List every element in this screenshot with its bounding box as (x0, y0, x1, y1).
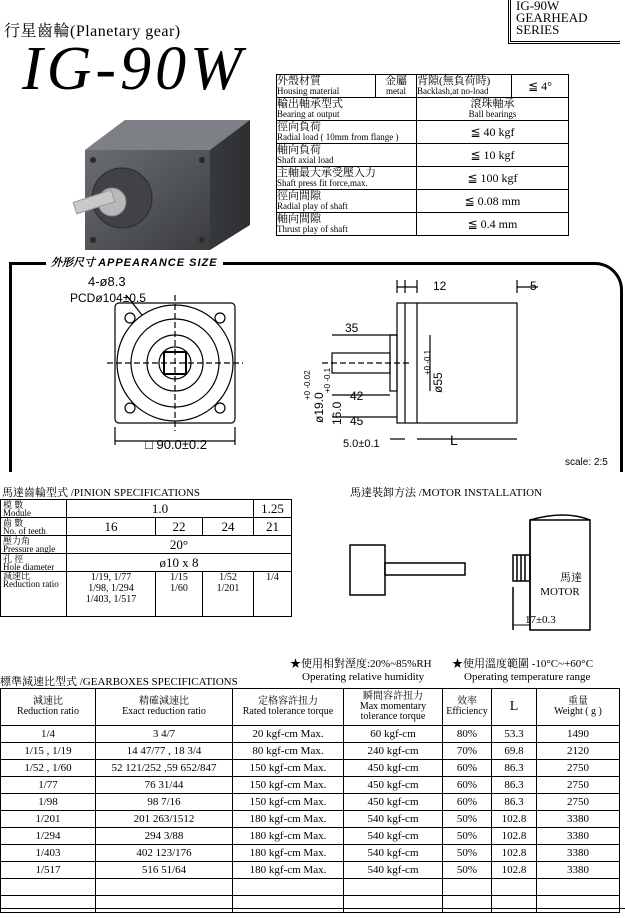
pinion-label-en: No. of teeth (3, 525, 46, 536)
table-cell: 3380 (537, 845, 620, 862)
table-cell: 2120 (537, 743, 620, 760)
spec-value-en: metal (386, 86, 406, 96)
dim-5-tol: 5.0±0.1 (343, 438, 380, 450)
spec-value-cn: 滾珠軸承 (470, 98, 515, 110)
model-number: IG-90W (22, 35, 246, 103)
appearance-label-cn: 外形尺寸 (51, 257, 95, 269)
temperature-note (452, 658, 593, 684)
pinion-label-cn: 孔 徑 (3, 553, 24, 564)
table-cell: 98 7/16 (96, 794, 233, 811)
pinion-value: 24 (203, 518, 254, 536)
spec-label-cn: 輸出軸承型式 (277, 98, 343, 110)
table-cell: 86.3 (492, 760, 537, 777)
table-cell: 60% (443, 777, 492, 794)
table-cell (344, 896, 443, 913)
table-cell: 102.8 (492, 811, 537, 828)
header-cn: 精確減速比 (139, 696, 189, 707)
scale-label: scale: 2:5 (565, 457, 608, 468)
table-cell: 1/15 , 1/19 (1, 743, 96, 760)
pinion-label-cn: 壓力角 (3, 535, 31, 546)
dim-55-tol: +0 -0.1 (423, 349, 432, 375)
series-line-1: IG-90W (516, 0, 560, 13)
pinion-value: 1/19, 1/77 1/98, 1/294 1/403, 1/517 (67, 572, 156, 617)
spec-label-cn: 軸向間隙 (277, 213, 321, 225)
table-cell: 3380 (537, 811, 620, 828)
col-rated (233, 689, 344, 726)
table-row (1, 777, 620, 794)
table-cell: 294 3/88 (96, 828, 233, 845)
header-en: Weight ( g ) (554, 706, 602, 717)
motor-label-en: MOTOR (540, 586, 580, 598)
table-cell: 180 kgf-cm Max. (233, 828, 344, 845)
pinion-label-cn: 減速比 (3, 571, 31, 581)
table-cell: 240 kgf-cm (344, 743, 443, 760)
table-cell: 180 kgf-cm Max. (233, 862, 344, 879)
spec-value-cn: 金屬 (385, 75, 407, 87)
table-row (1, 896, 620, 913)
table-cell: 80% (443, 726, 492, 743)
table-row (1, 862, 620, 879)
humidity-note (290, 658, 432, 684)
pinion-value: 1.25 (254, 500, 292, 518)
col-reduction (1, 689, 96, 726)
appearance-label-en: APPEARANCE SIZE (98, 257, 218, 269)
dim-square: □ 90.0±0.2 (145, 437, 207, 452)
spec-label-cn: 背隙(無負荷時) (417, 75, 491, 87)
table-cell: 80 kgf-cm Max. (233, 743, 344, 760)
table-cell: 3 4/7 (96, 726, 233, 743)
table-cell (537, 896, 620, 913)
dim-12: 12 (433, 279, 447, 293)
spec-label-en: Backlash,at no-load (417, 86, 489, 96)
spec-label-cn: 徑向負荷 (277, 121, 321, 133)
spec-label-cn: 外殼材質 (277, 75, 321, 87)
page-title: 行星齒輪(Planetary gear) (4, 23, 181, 40)
table-cell: 1/403 (1, 845, 96, 862)
pinion-label-cn: 模 數 (3, 499, 24, 510)
table-row (1, 845, 620, 862)
motor-dim: 17±0.3 (525, 614, 556, 626)
col-efficiency (443, 689, 492, 726)
table-cell: 20 kgf-cm Max. (233, 726, 344, 743)
dim-19-tol: +0 -0.02 (303, 370, 312, 400)
header-cn: 重量 (568, 696, 588, 707)
motor-label-cn: 馬達 (560, 572, 582, 584)
header-en: Max momentary tolerance torque (359, 701, 427, 722)
table-cell: 60% (443, 760, 492, 777)
table-cell (537, 879, 620, 896)
header-en: Reduction ratio (17, 706, 79, 717)
table-cell: 1490 (537, 726, 620, 743)
spec-value: ≦ 100 kgf (417, 167, 569, 190)
table-cell: 180 kgf-cm Max. (233, 845, 344, 862)
table-cell: 1/201 (1, 811, 96, 828)
spec-label-cn: 軸向負荷 (277, 144, 321, 156)
table-cell: 1/4 (1, 726, 96, 743)
dim-16-tol: +0 -0.1 (323, 367, 332, 393)
pinion-label-en: Hole diameter (3, 561, 55, 572)
table-cell: 60 kgf-cm (344, 726, 443, 743)
table-cell: 150 kgf-cm Max. (233, 794, 344, 811)
spec-label-en: Shaft axial load (277, 155, 334, 165)
table-cell: 540 kgf-cm (344, 811, 443, 828)
table-cell: 540 kgf-cm (344, 862, 443, 879)
table-cell: 2750 (537, 794, 620, 811)
header-en: Efficiency (446, 706, 488, 717)
header-en: Rated tolerance torque (242, 706, 334, 717)
table-cell: 150 kgf-cm Max. (233, 760, 344, 777)
table-cell: 70% (443, 743, 492, 760)
table-cell (443, 896, 492, 913)
table-cell: 2750 (537, 777, 620, 794)
spec-label-en: Shaft press fit force,max. (277, 178, 368, 188)
pinion-table (0, 499, 292, 617)
table-cell: 52 121/252 ,59 652/847 (96, 760, 233, 777)
header-cn: 定格容許扭力 (258, 696, 318, 707)
dim-L: L (450, 432, 458, 448)
table-cell (344, 879, 443, 896)
table-cell: 3380 (537, 862, 620, 879)
humidity-cn: ★使用相對溼度:20%~85%RH (290, 658, 432, 670)
pinion-value: ø10 x 8 (67, 554, 292, 572)
table-cell: 1/98 (1, 794, 96, 811)
table-cell: 86.3 (492, 777, 537, 794)
series-line-2: GEARHEAD (516, 10, 588, 25)
table-cell: 1/77 (1, 777, 96, 794)
table-cell: 3380 (537, 828, 620, 845)
col-exact (96, 689, 233, 726)
gearbox-table (0, 688, 620, 913)
table-cell (492, 879, 537, 896)
specification-table (276, 74, 569, 236)
appearance-label (46, 254, 223, 270)
table-cell: 102.8 (492, 828, 537, 845)
header-cn: 瞬間容許扭力 (363, 691, 423, 702)
pinion-label-en: Pressure angle (3, 543, 56, 554)
table-cell: 50% (443, 862, 492, 879)
series-line-3: SERIES (516, 22, 560, 37)
spec-label-en: Radial load ( 10mm from flange ) (277, 132, 399, 142)
pinion-value: 21 (254, 518, 292, 536)
header-cn: 減速比 (33, 696, 63, 707)
table-cell: 50% (443, 811, 492, 828)
dim-35: 35 (345, 321, 359, 335)
pinion-value: 1/4 (254, 572, 292, 617)
pinion-value: 20° (67, 536, 292, 554)
spec-value: ≦ 40 kgf (417, 121, 569, 144)
table-cell: 150 kgf-cm Max. (233, 777, 344, 794)
spec-label-en: Radial play of shaft (277, 201, 348, 211)
footer-line (0, 908, 625, 909)
table-cell: 450 kgf-cm (344, 794, 443, 811)
dim-pcd: PCDø104±0.5 (70, 291, 146, 305)
table-row (1, 760, 620, 777)
table-cell: 1/52 , 1/60 (1, 760, 96, 777)
spec-value: ≦ 0.08 mm (417, 190, 569, 213)
spec-value-en: Ball bearings (468, 109, 517, 119)
motor-drawing (345, 505, 615, 635)
pinion-label-en: Reduction ratio (3, 579, 59, 589)
pinion-value: 16 (67, 518, 156, 536)
table-cell: 2750 (537, 760, 620, 777)
dim-holes: 4-ø8.3 (88, 275, 126, 289)
table-cell: 60% (443, 794, 492, 811)
col-momentary (344, 689, 443, 726)
gearbox-photo (60, 110, 260, 270)
table-cell (1, 896, 96, 913)
col-L: L (492, 689, 537, 726)
table-cell: 450 kgf-cm (344, 777, 443, 794)
table-row (1, 743, 620, 760)
table-cell: 86.3 (492, 794, 537, 811)
pinion-title: 馬達齒輪型式 /PINION SPECIFICATIONS (2, 487, 201, 499)
dim-16: 16.0 (330, 401, 344, 425)
table-cell: 201 263/1512 (96, 811, 233, 828)
table-cell: 102.8 (492, 845, 537, 862)
spec-label-cn: 主軸最大承受壓入力 (277, 167, 376, 179)
table-cell: 76 31/44 (96, 777, 233, 794)
humidity-en: Operating relative humidity (302, 671, 425, 683)
series-box (508, 0, 620, 44)
dim-45: 45 (350, 414, 364, 428)
table-row (1, 794, 620, 811)
table-cell: 53.3 (492, 726, 537, 743)
pinion-value: 1/52 1/201 (203, 572, 254, 617)
pinion-label-en: Module (3, 507, 31, 518)
table-cell (233, 896, 344, 913)
table-cell (1, 879, 96, 896)
header-en: Exact reduction ratio (122, 706, 206, 717)
table-cell (233, 879, 344, 896)
table-row (1, 726, 620, 743)
temperature-cn: ★使用溫度範圍 -10°C~+60°C (452, 658, 594, 670)
temperature-en: Operating temperature range (464, 671, 591, 683)
table-cell (96, 896, 233, 913)
table-row (1, 811, 620, 828)
table-cell: 540 kgf-cm (344, 845, 443, 862)
dimension-drawing (60, 275, 620, 470)
table-cell: 102.8 (492, 862, 537, 879)
table-cell (96, 879, 233, 896)
table-row (1, 828, 620, 845)
table-cell: 540 kgf-cm (344, 828, 443, 845)
spec-value: ≦ 10 kgf (417, 144, 569, 167)
dim-55: ø55 (431, 372, 445, 393)
table-cell: 180 kgf-cm Max. (233, 811, 344, 828)
dim-42: 42 (350, 389, 364, 403)
table-cell: 450 kgf-cm (344, 760, 443, 777)
table-cell: 516 51/64 (96, 862, 233, 879)
spec-value: ≦ 0.4 mm (417, 213, 569, 236)
spec-value: ≦ 4° (512, 75, 569, 98)
table-cell: 402 123/176 (96, 845, 233, 862)
pinion-value: 1/15 1/60 (156, 572, 203, 617)
dim-5: 5 (530, 279, 537, 293)
spec-label-en: Housing material (277, 86, 340, 96)
header-cn: 效率 (457, 696, 477, 707)
table-cell: 1/294 (1, 828, 96, 845)
spec-label-en: Bearing at output (277, 109, 340, 119)
gearbox-title: 標準減速比型式 /GEARBOXES SPECIFICATIONS (0, 676, 238, 688)
spec-label-en: Thrust play of shaft (277, 224, 348, 234)
table-row (1, 879, 620, 896)
col-weight (537, 689, 620, 726)
table-cell: 50% (443, 845, 492, 862)
table-cell: 50% (443, 828, 492, 845)
dim-19: ø19.0 (312, 392, 326, 423)
table-cell (443, 879, 492, 896)
table-cell: 69.8 (492, 743, 537, 760)
spec-label-cn: 徑向間隙 (277, 190, 321, 202)
motor-title: 馬達裝卸方法 /MOTOR INSTALLATION (350, 487, 543, 499)
table-cell (492, 896, 537, 913)
pinion-label-cn: 齒 數 (3, 517, 24, 528)
table-cell: 14 47/77 , 18 3/4 (96, 743, 233, 760)
table-cell: 1/517 (1, 862, 96, 879)
pinion-value: 1.0 (67, 500, 254, 518)
pinion-value: 22 (156, 518, 203, 536)
